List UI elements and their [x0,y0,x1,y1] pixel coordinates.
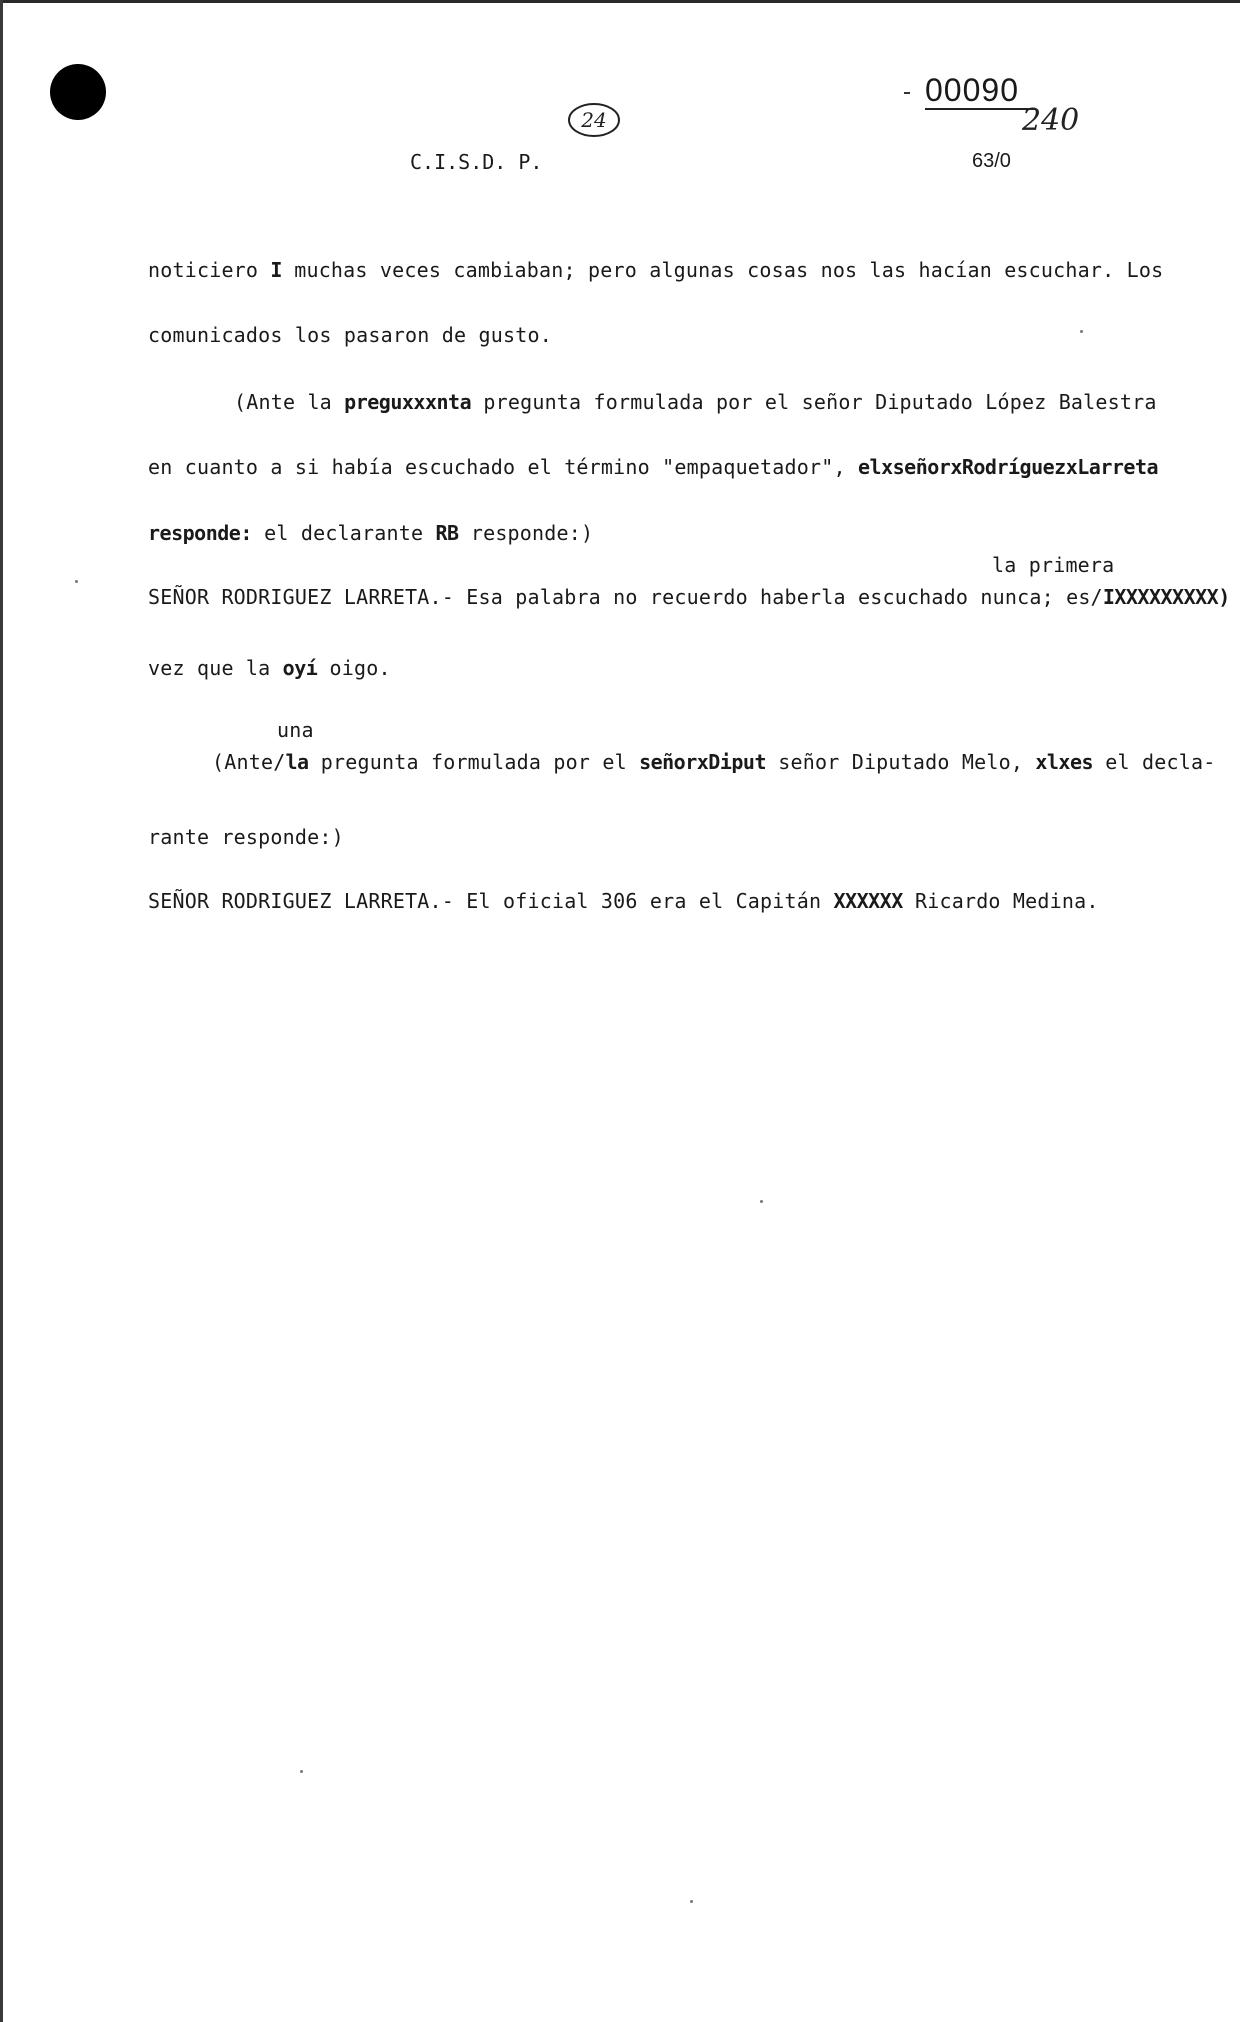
scan-speck [1080,330,1083,333]
text-line-3: (Ante la preguxxxnta pregunta formulada por el señor Diputado López Balestra [234,390,1157,414]
text-line-7: vez que la oyí oigo. [148,656,391,680]
stamp-number: 00090 [925,72,1019,108]
folio-scribble-number: 240 [1022,103,1080,138]
text-line-2: comunicados los pasaron de gusto. [148,323,552,347]
folio-number: 63/0 [972,150,1011,172]
text-line-6: SEÑOR RODRIGUEZ LARRETA.- Esa palabra no recuerdo haberla escuchado nunca; es/IXXXXXXXXX) [148,585,1230,609]
text-line-9: rante responde:) [148,825,344,849]
text-line-1: noticiero I muchas veces cambiaban; pero algunas cosas nos las hacían escuchar. Los [148,258,1164,282]
punch-hole [50,64,106,120]
handwritten-folio [1020,92,1090,148]
page-edge-left [0,0,3,2022]
interlinear-insert-2: una [277,718,314,742]
handwritten-seal [566,100,622,140]
stamp-underline [925,108,1035,110]
seal-number: 24 [581,108,607,132]
text-line-8: (Ante/la pregunta formulada por el señorxDiput señor Diputado Melo, xlxes el decla- [212,750,1216,774]
document-code: C.I.S.D. P. [410,150,543,174]
stamp-tick [904,92,910,94]
text-line-5: responde: el declarante RB responde:) [148,521,594,545]
page-edge-top [0,0,1240,3]
scan-speck [690,1900,693,1903]
scan-speck [760,1200,763,1203]
interlinear-insert-1: la primera [992,553,1115,577]
scan-speck [75,580,78,583]
text-line-10: SEÑOR RODRIGUEZ LARRETA.- El oficial 306 era el Capitán XXXXXX Ricardo Medina. [148,889,1099,913]
scan-speck [300,1770,303,1773]
text-line-4: en cuanto a si había escuchado el término "empaquetador", elxseñorxRodríguezxLarreta [148,455,1159,479]
